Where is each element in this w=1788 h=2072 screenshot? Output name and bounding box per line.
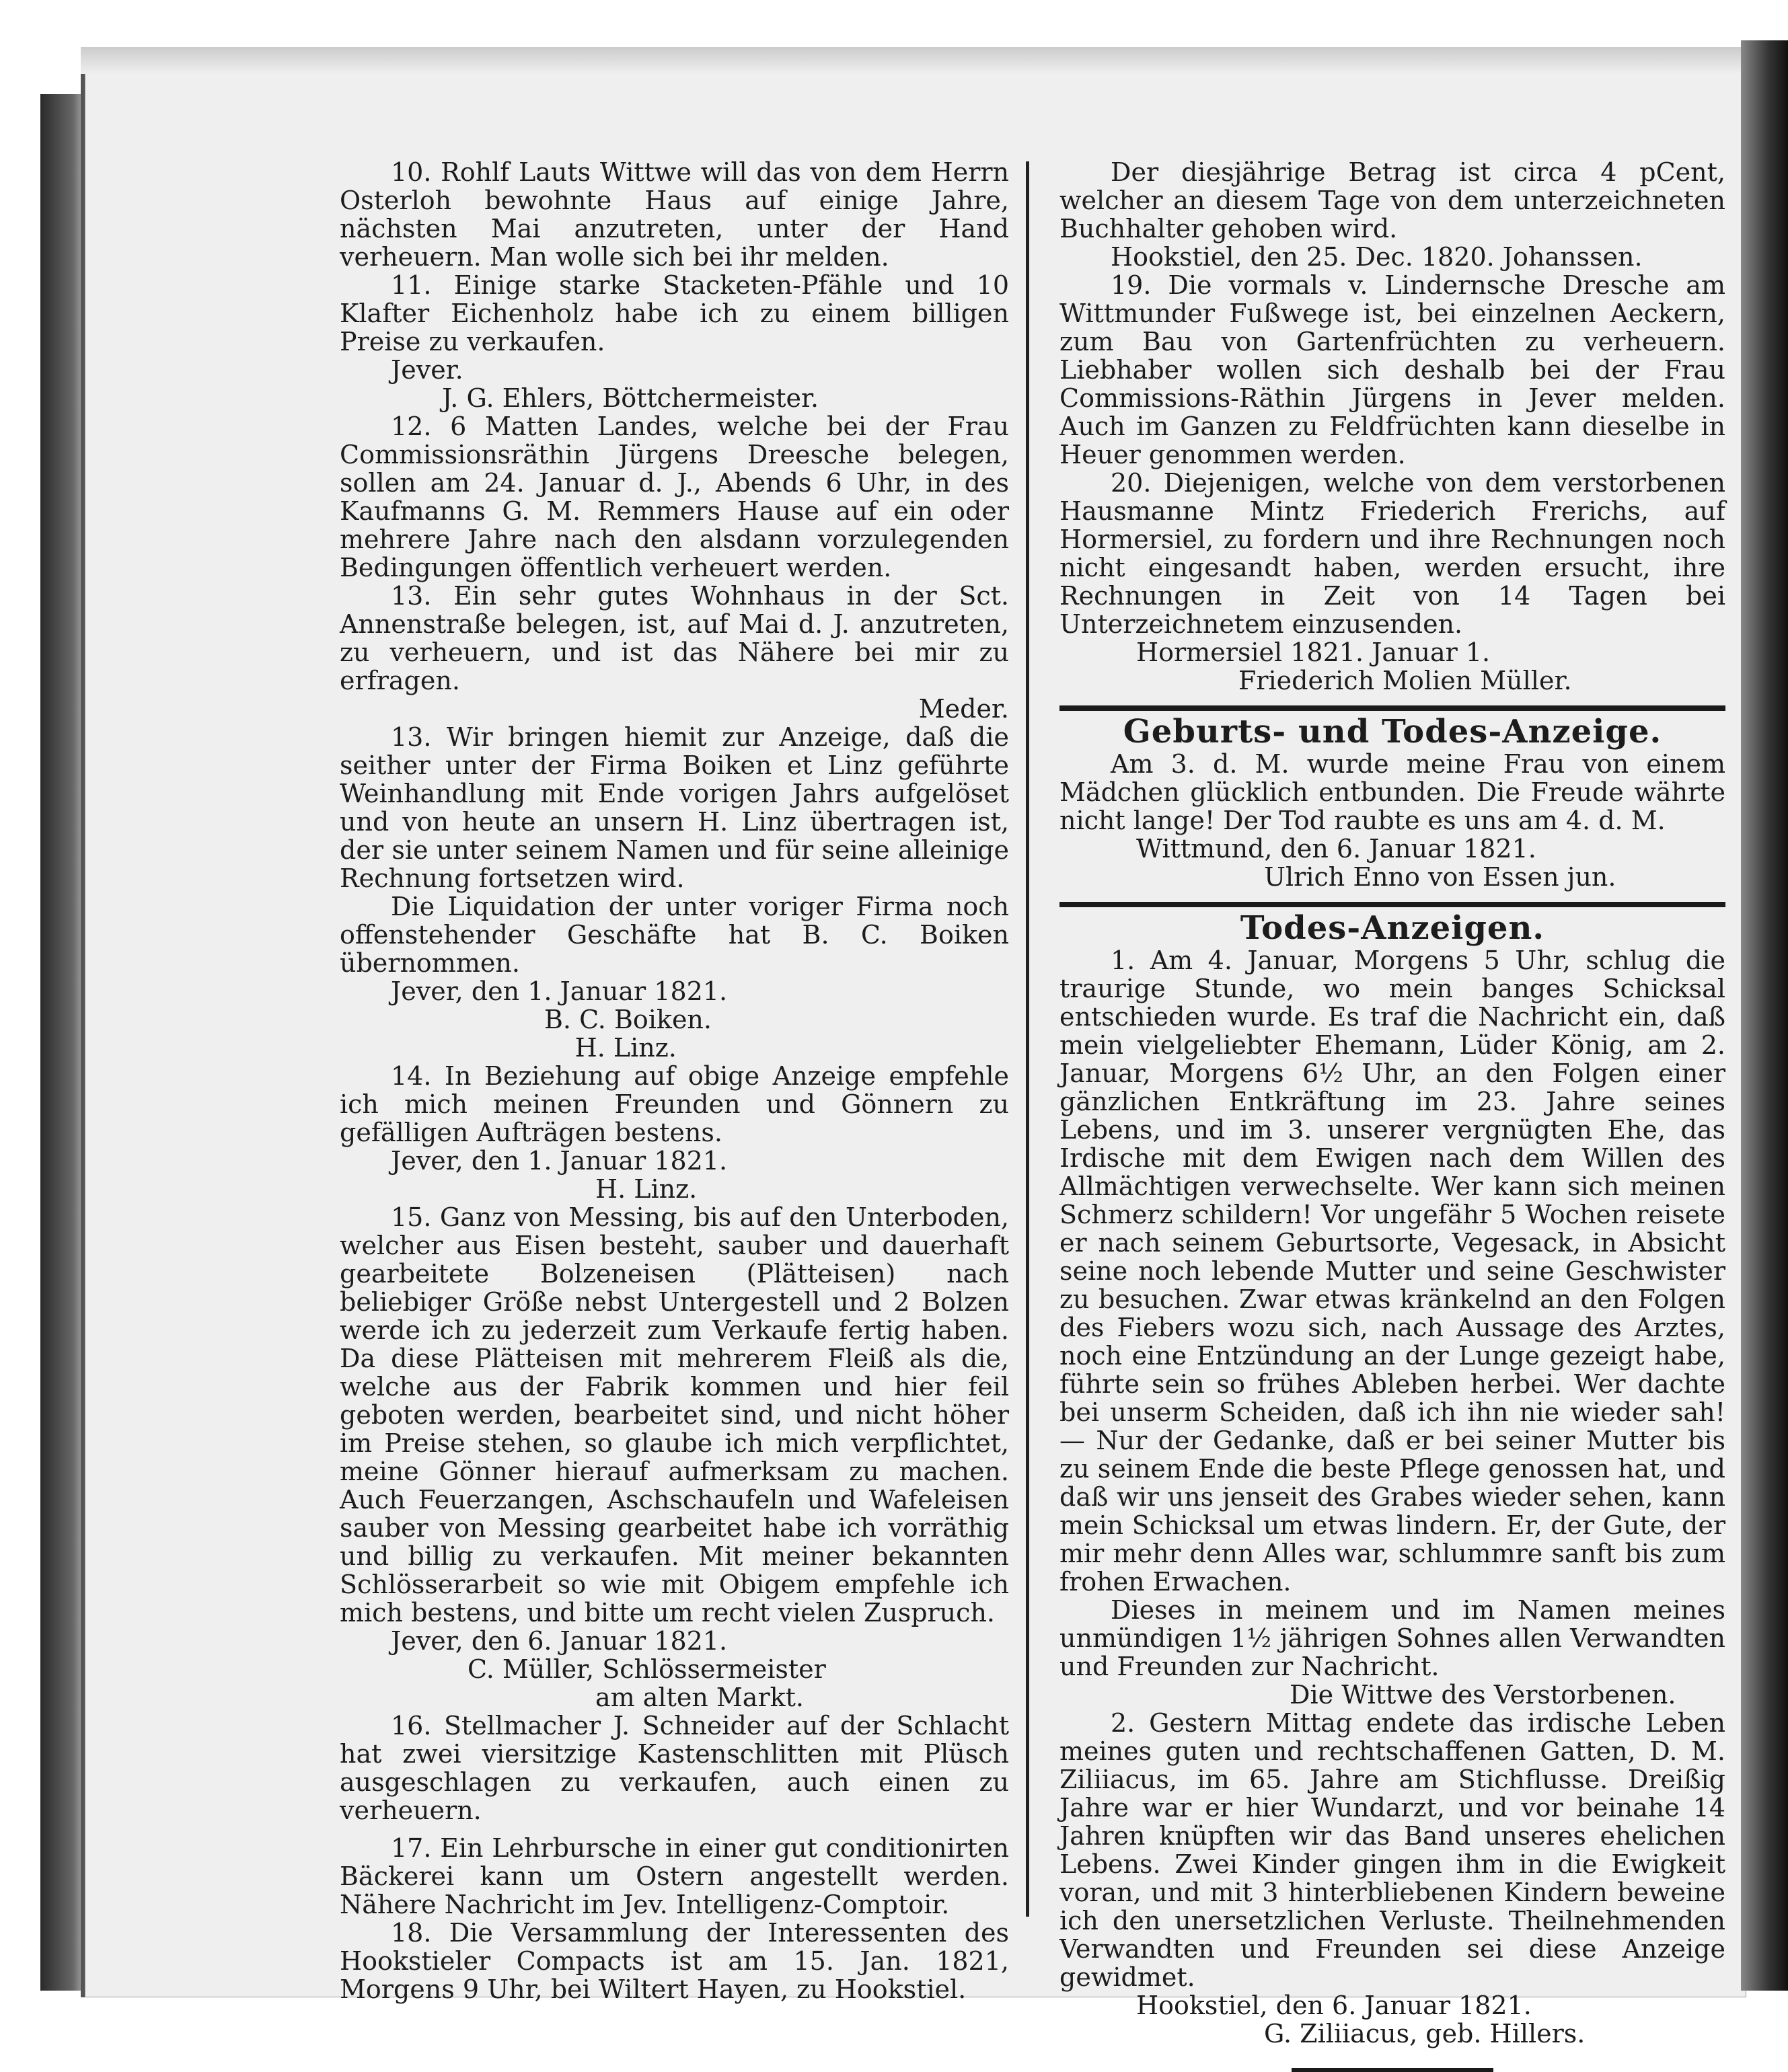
ad11-signature: J. G. Ehlers, Böttchermeister. (442, 383, 819, 413)
death-notice-1-closing: Dieses in meinem und im Namen meines unmündigen 1½ jährigen Sohnes allen Verwandten und Freunden zur Nachricht. (1059, 1595, 1725, 1681)
page-right-shadow (1741, 40, 1788, 1991)
section-rule (1059, 705, 1725, 711)
ad18-signature: Hookstiel, den 25. Dec. 1820. Johanssen. (1111, 242, 1643, 272)
ad13a-signature: Meder. (918, 694, 1009, 724)
ad14-signature: H. Linz. (595, 1174, 698, 1204)
ad20-place: Hormersiel 1821. Januar 1. (1136, 638, 1491, 667)
column-divider (1026, 161, 1029, 1917)
advertisement-13b-liquidation: Die Liquidation der unter voriger Firma noch offenstehender Geschäfte hat B. C. Boiken übernommen. (340, 892, 1009, 978)
birth-place: Wittmund, den 6. Januar 1821. (1136, 834, 1536, 864)
birth-signature: Ulrich Enno von Essen jun. (1264, 862, 1616, 892)
advertisement-12: 12. 6 Matten Landes, welche bei der Frau Commissionsräthin Jürgens Dreesche belegen, sollen am 24. Januar d. J., Abends 6 Uhr, in des Kaufmanns G. M. Remmers Hause auf ein oder mehrere Jahre nach den alsdann vorzulegenden Bedingungen öffentlich verheuert werden. (340, 412, 1009, 582)
advertisement-18-continued: Der diesjährige Betrag ist circa 4 pCent, welcher an diesem Tage von dem unterzeichneten Buchhalter gehoben wird. (1059, 157, 1725, 243)
advertisement-10: 10. Rohlf Lauts Wittwe will das von dem Herrn Osterloh bewohnte Haus auf einige Jahre, nächsten Mai anzutreten, unter der Hand verheuern. Man wolle sich bei ihr melden. (340, 157, 1009, 272)
advertisement-13a: 13. Ein sehr gutes Wohnhaus in der Sct. Annenstraße belegen, ist, auf Mai d. J. anzutreten, zu verheuern, und ist das Nähere bei mir zu erfragen. (340, 581, 1009, 695)
advertisement-17: 17. Ein Lehrbursche in einer gut conditionirten Bäckerei kann um Ostern angestellt werden. Nähere Nachricht im Jev. Intelligenz-Comptoir. (340, 1833, 1009, 1919)
ad13b-signature-boiken: B. C. Boiken. (544, 1005, 712, 1034)
ad15-signature: C. Müller, Schlössermeister (468, 1654, 826, 1684)
left-column (340, 158, 1009, 2003)
advertisement-14: 14. In Beziehung auf obige Anzeige empfehle ich mich meinen Freunden und Gönnern zu gefälligen Aufträgen bestens. (340, 1061, 1009, 1147)
closing-rule (1292, 2068, 1493, 2072)
advertisement-20: 20. Diejenigen, welche von dem verstorbenen Hausmanne Mintz Friederich Frerichs, auf Hormersiel, zu fordern und ihre Rechnungen noch nicht eingesandt haben, werden ersucht, ihre Rechnungen in Zeit von 14 Tagen bei Unterzeichnetem einzusenden. (1059, 468, 1725, 639)
ad11-place: Jever. (391, 355, 463, 385)
ad20-signature: Friederich Molien Müller. (1238, 666, 1572, 695)
advertisement-18: 18. Die Versammlung der Interessenten des Hookstieler Compacts ist am 15. Jan. 1821, Morgens 9 Uhr, bei Wiltert Hayen, zu Hookstiel. (340, 1918, 1009, 2004)
ad15-place: Jever, den 6. Januar 1821. (391, 1626, 728, 1656)
ad13b-signature-linz: H. Linz. (574, 1033, 677, 1063)
page-top-edge (81, 47, 1742, 74)
birth-death-heading: Geburts- und Todes-Anzeige. (1123, 713, 1662, 751)
death-notice-2-signature: G. Ziliiacus, geb. Hillers. (1264, 2019, 1586, 2048)
advertisement-16: 16. Stellmacher J. Schneider auf der Schlacht hat zwei viersitzige Kastenschlitten mit Plüsch ausgeschlagen zu verkaufen, auch einen zu verheuern. (340, 1711, 1009, 1825)
death-notice-2-place: Hookstiel, den 6. Januar 1821. (1136, 1991, 1532, 2020)
birth-announcement: Am 3. d. M. wurde meine Frau von einem Mädchen glücklich entbunden. Die Freude währte nicht lange! Der Tod raubte es uns am 4. d. M. (1059, 749, 1725, 835)
ad15-signature-address: am alten Markt. (595, 1683, 804, 1712)
death-notice-1-signature: Die Wittwe des Verstorbenen. (1290, 1680, 1676, 1710)
right-column (1059, 158, 1725, 2072)
ad14-place: Jever, den 1. Januar 1821. (391, 1146, 728, 1176)
death-notices-heading: Todes-Anzeigen. (1240, 909, 1545, 947)
ad13b-place: Jever, den 1. Januar 1821. (391, 976, 728, 1006)
death-notice-1: 1. Am 4. Januar, Morgens 5 Uhr, schlug die traurige Stunde, wo mein banges Schicksal entschieden wurde. Es traf die Nachricht ein, daß mein vielgeliebter Ehemann, Lüder König, am 2. Januar, Morgens 6½ Uhr, an den Folgen einer gänzlichen Entkräftung im 23. Jahre seines Lebens, und im 3. unserer vergnügten Ehe, das Irdische mit dem Ewigen nach dem Willen des Allmächtigen verwechselte. Wer kann sich meinen Schmerz schildern! Vor ungefähr 5 Wochen reisete er nach seinem Geburtsorte, Vegesack, in Absicht seine noch lebende Mutter und seine Geschwister zu besuchen. Zwar etwas kränkelnd an den Folgen des Fiebers wozu sich, nach Aussage des Arztes, noch eine Entzündung an der Lunge gezeigt habe, führte sein so frühes Ableben herbei. Wer dachte bei unserm Scheiden, daß ich ihn nie wieder sah! — Nur der Gedanke, daß er bei seiner Mutter bis zu seinem Ende die beste Pflege genossen hat, und daß wir uns jenseit des Grabes wieder sehen, kann mein Schicksal um etwas lindern. Er, der Gute, der mir mehr denn Alles war, schlummre sanft bis zum frohen Erwachen. (1059, 946, 1725, 1597)
advertisement-19: 19. Die vormals v. Lindernsche Dresche am Wittmunder Fußwege ist, bei einzelnen Aeckern, zum Bau von Gartenfrüchten zu verheuern. Liebhaber wollen sich deshalb bei der Frau Commissions-Räthin Jürgens in Jever melden. Auch im Ganzen zu Feldfrüchten kann dieselbe in Heuer genommen werden. (1059, 270, 1725, 469)
section-rule (1059, 902, 1725, 907)
advertisement-15: 15. Ganz von Messing, bis auf den Unterboden, welcher aus Eisen besteht, sauber und dauerhaft gearbeitete Bolzeneisen (Plätteisen) nach beliebiger Größe nebst Untergestell und 2 Bolzen werde ich zu jederzeit zum Verkaufe fertig haben. Da diese Plätteisen mit mehrerem Fleiß als die, welche aus der Fabrik kommen und hier feil geboten werden, bearbeitet sind, und nicht höher im Preise stehen, so glaube ich mich verpflichtet, meine Gönner hierauf aufmerksam zu machen. Auch Feuerzangen, Aschschaufeln und Wafeleisen sauber von Messing gearbeitet habe ich vorräthig und billig zu verkaufen. Mit meiner bekannten Schlösserarbeit so wie mit Obigem empfehle ich mich bestens, und bitte um recht vielen Zuspruch. (340, 1202, 1009, 1627)
advertisement-11: 11. Einige starke Stacketen-Pfähle und 10 Klafter Eichenholz habe ich zu einem billigen Preise zu verkaufen. (340, 270, 1009, 356)
death-notice-2: 2. Gestern Mittag endete das irdische Leben meines guten und rechtschaffenen Gatten, D. M. Ziliiacus, im 65. Jahre am Stichflusse. Dreißig Jahre war er hier Wundarzt, und vor beinahe 14 Jahren knüpften wir das Band unseres ehelichen Lebens. Zwei Kinder gingen ihm in die Ewigkeit voran, und mit 3 hinterbliebenen Kindern beweine ich den unersetzlichen Verluste. Theilnehmenden Verwandten und Freunden sei diese Anzeige gewidmet. (1059, 1708, 1725, 1992)
advertisement-13b: 13. Wir bringen hiemit zur Anzeige, daß die seither unter der Firma Boiken et Linz geführte Weinhandlung mit Ende vorigen Jahrs aufgelöset und von heute an unsern H. Linz übertragen ist, der sie unter seinem Namen und für seine alleinige Rechnung fortsetzen wird. (340, 722, 1009, 893)
